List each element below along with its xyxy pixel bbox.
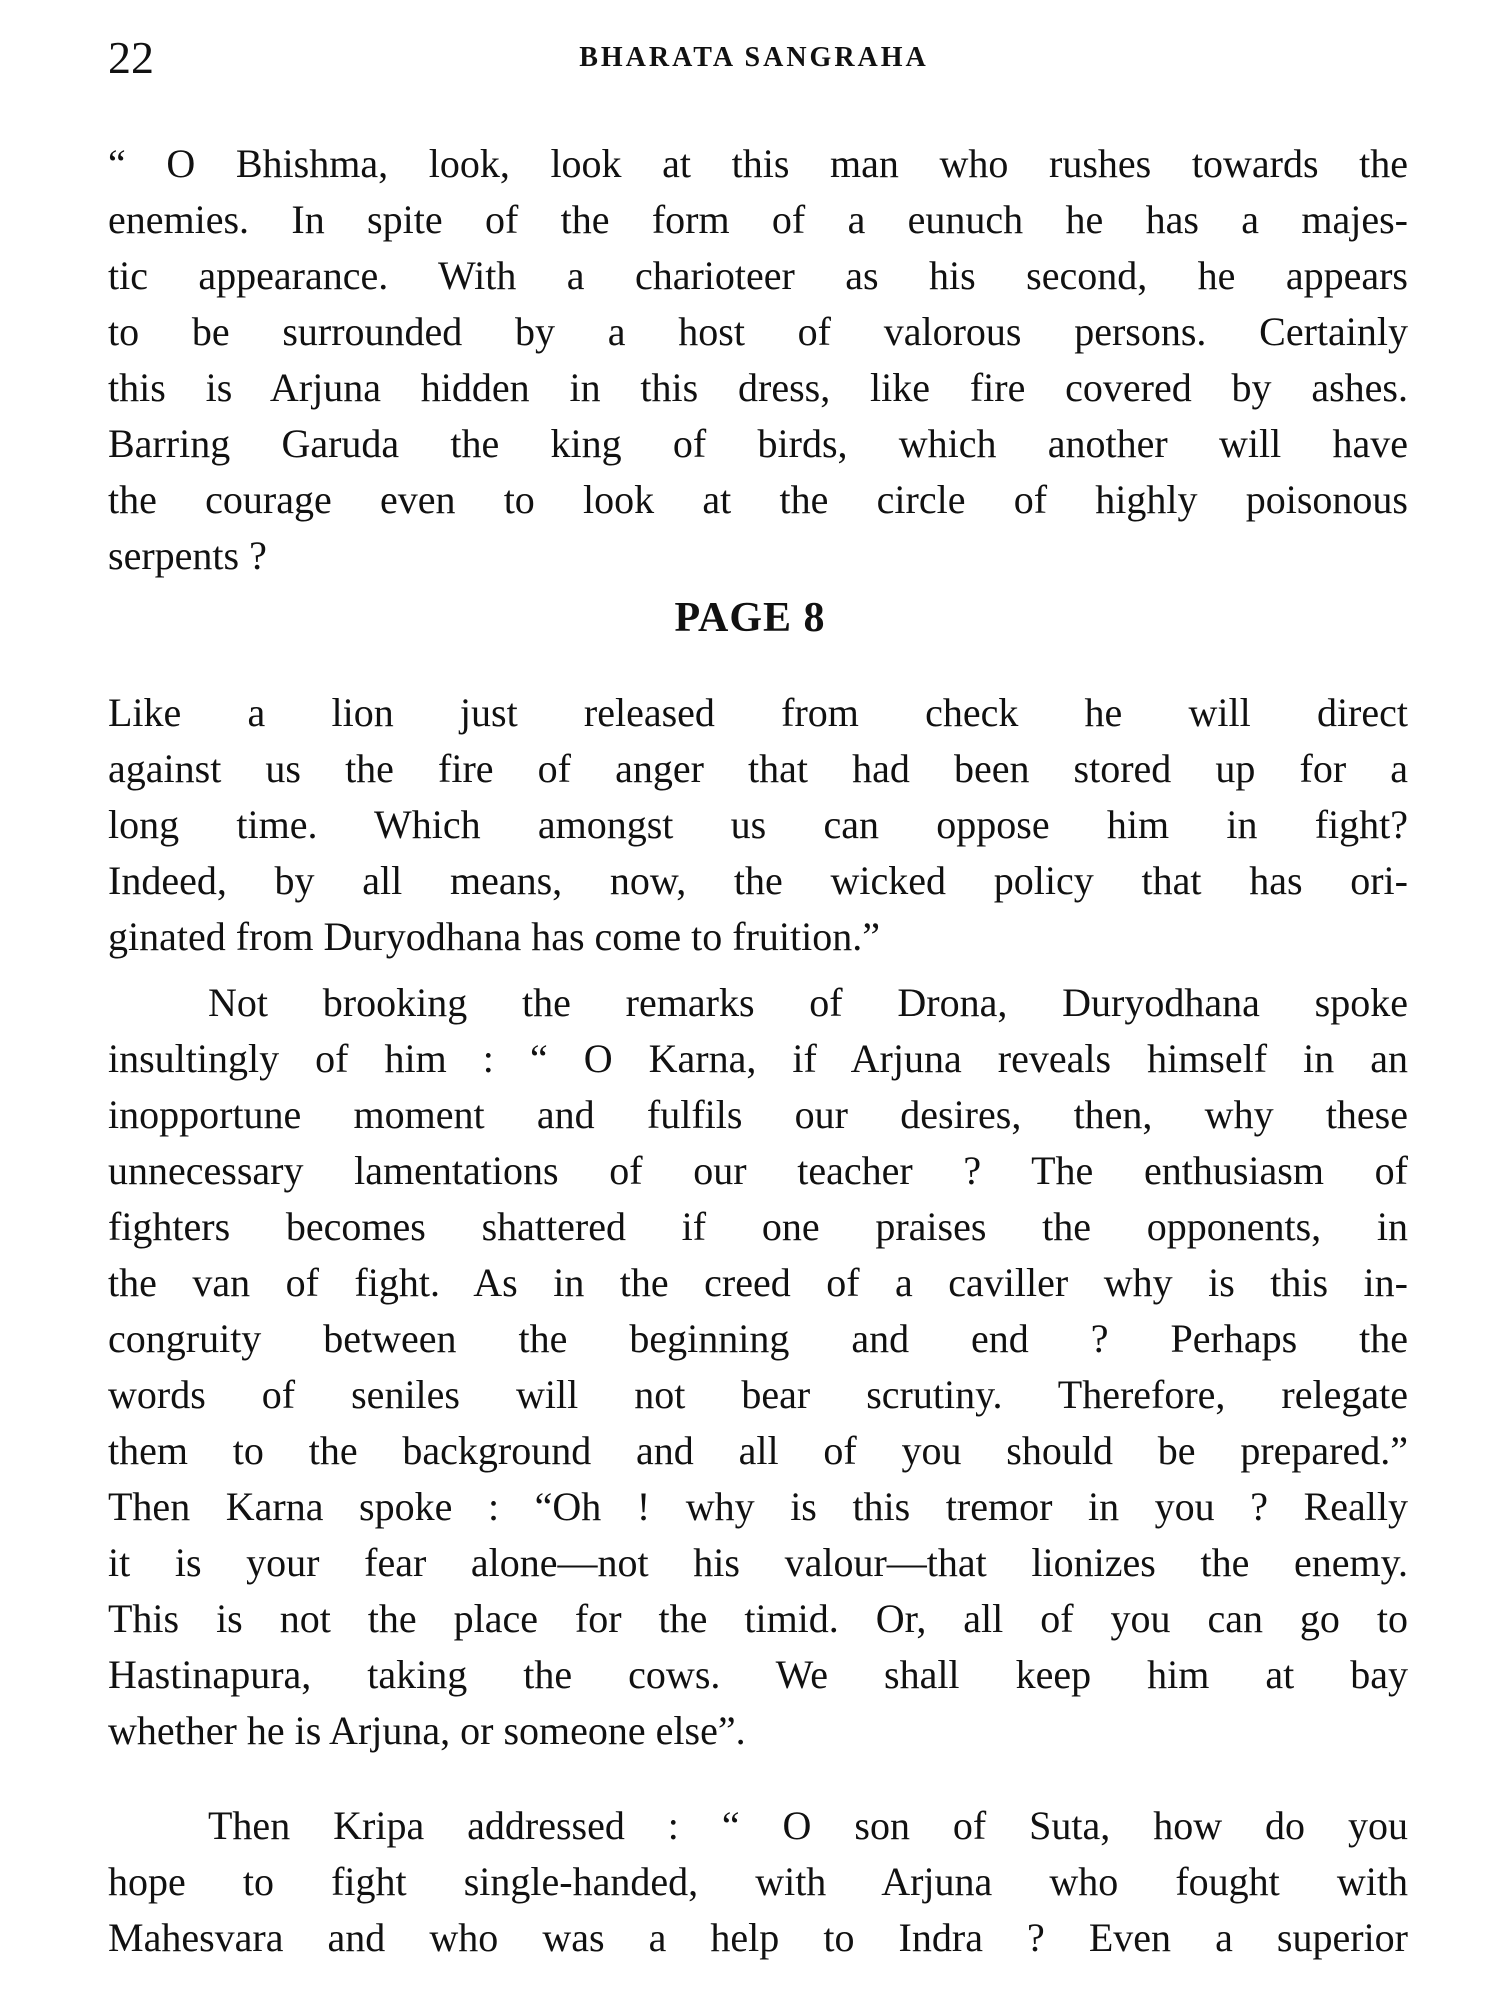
text-line: hope to fight single-handed, with Arjuna who fought with — [108, 1859, 1408, 1904]
text-line: tic appearance. With a charioteer as his second, he appears — [108, 253, 1408, 298]
text-line: it is your fear alone—not his valour—that lionizes the enemy. — [108, 1540, 1408, 1585]
book-title: BHARATA SANGRAHA — [579, 42, 929, 73]
text-line: to be surrounded by a host of valorous persons. Certainly — [108, 309, 1408, 354]
text-line: enemies. In spite of the form of a eunuch he has a majes- — [108, 197, 1408, 242]
text-line: Hastinapura, taking the cows. We shall keep him at bay — [108, 1652, 1408, 1697]
text-line: inopportune moment and fulfils our desires, then, why these — [108, 1092, 1408, 1137]
text-line: Then Kripa addressed : “ O son of Suta, how do you — [208, 1803, 1408, 1848]
running-head — [108, 28, 1400, 88]
text-line: congruity between the beginning and end ? Perhaps the — [108, 1316, 1408, 1361]
paragraph-duryodhana-karna — [108, 975, 1408, 1759]
text-line: Indeed, by all means, now, the wicked policy that has ori- — [108, 858, 1408, 903]
text-line: against us the fire of anger that had been stored up for a — [108, 746, 1408, 791]
text-line: Then Karna spoke : “Oh ! why is this tremor in you ? Really — [108, 1484, 1408, 1529]
paragraph-kripa-address — [108, 1798, 1408, 1966]
text-line: words of seniles will not bear scrutiny. Therefore, relegate — [108, 1372, 1408, 1417]
text-line: serpents ? — [108, 533, 267, 578]
text-line: insultingly of him : “ O Karna, if Arjuna reveals himself in an — [108, 1036, 1408, 1081]
text-line: long time. Which amongst us can oppose him in fight? — [108, 802, 1408, 847]
text-line: the courage even to look at the circle of highly poisonous — [108, 477, 1408, 522]
paragraph-bhishma-speech — [108, 136, 1408, 584]
text-line: Mahesvara and who was a help to Indra ? Even a superior — [108, 1915, 1408, 1960]
text-line: Like a lion just released from check he will direct — [108, 690, 1408, 735]
text-line: this is Arjuna hidden in this dress, like fire covered by ashes. — [108, 365, 1408, 410]
text-line: fighters becomes shattered if one praises the opponents, in — [108, 1204, 1408, 1249]
text-line: This is not the place for the timid. Or, all of you can go to — [108, 1596, 1408, 1641]
text-line: ginated from Duryodhana has come to fruition.” — [108, 914, 880, 959]
text-line: Barring Garuda the king of birds, which another will have — [108, 421, 1408, 466]
text-line: them to the background and all of you should be prepared.” — [108, 1428, 1408, 1473]
text-line: whether he is Arjuna, or someone else”. — [108, 1708, 746, 1753]
section-heading: PAGE 8 — [674, 595, 826, 641]
text-line: unnecessary lamentations of our teacher ? The enthusiasm of — [108, 1148, 1408, 1193]
page-number: 22 — [108, 32, 154, 83]
text-line: the van of fight. As in the creed of a caviller why is this in- — [108, 1260, 1408, 1305]
text-line: “ O Bhishma, look, look at this man who rushes towards the — [108, 141, 1408, 186]
paragraph-lion-simile — [108, 685, 1408, 965]
text-line: Not brooking the remarks of Drona, Duryodhana spoke — [208, 980, 1408, 1025]
